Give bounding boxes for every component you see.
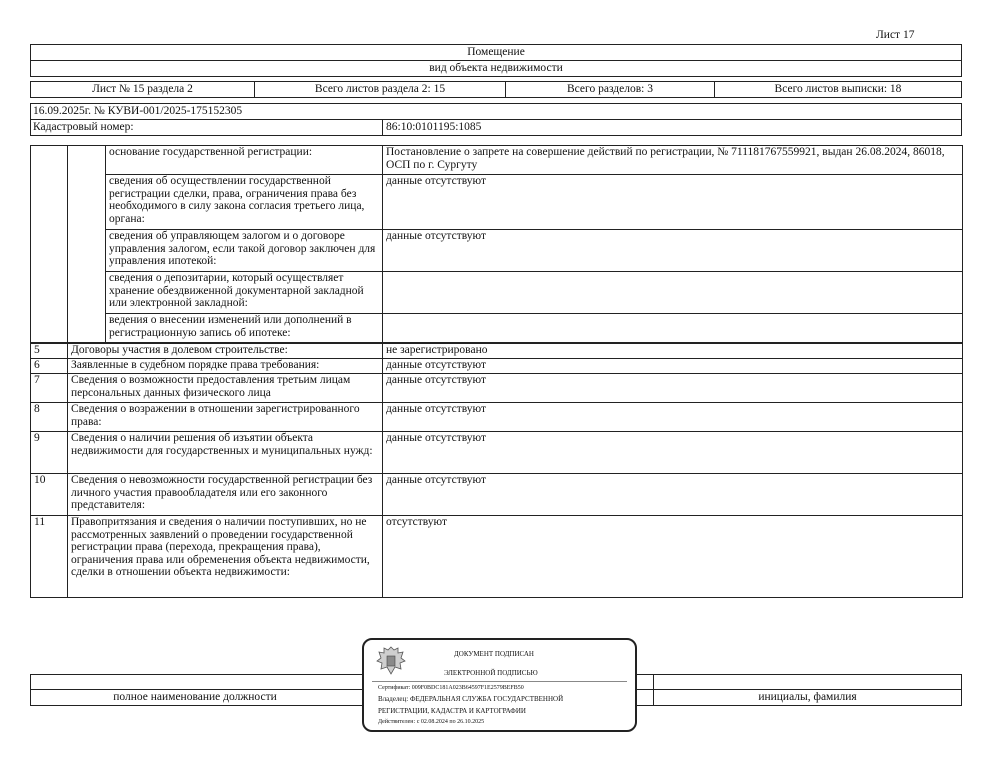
- subrow: [31, 175, 963, 230]
- total-sections: Всего разделов: 3: [567, 83, 653, 95]
- row-label: Заявленные в судебном порядке права требования:: [68, 359, 383, 374]
- subrow-label: сведения об управляющем залогом и о договоре управления залогом, если такой договор заключен для управления ипотекой:: [106, 230, 383, 272]
- row-number: 8: [31, 403, 68, 432]
- subrow-value: Постановление о запрете на совершение действий по регистрации, № 711181767559921, выдан 26.08.2024, 86018, ОСП по г. Сургуту: [383, 146, 963, 175]
- row-label: Сведения о наличии решения об изъятии объекта недвижимости для государственных и муниципальных нужд:: [68, 432, 383, 474]
- cadastral-number: 86:10:0101195:1085: [386, 121, 482, 133]
- row-value: данные отсутствуют: [383, 432, 963, 474]
- stamp-owner-line1: Владелец: ФЕДЕРАЛЬНАЯ СЛУЖБА ГОСУДАРСТВЕННОЙ: [378, 695, 564, 703]
- subrow-label: сведения о депозитарии, который осуществляет хранение обездвиженной документарной закладной или электронной закладной:: [106, 272, 383, 314]
- row-label: Сведения о возможности предоставления третьим лицам персональных данных физического лица: [68, 374, 383, 403]
- position-caption: полное наименование должности: [113, 691, 277, 703]
- sheet-of-section: Лист № 15 раздела 2: [92, 83, 193, 95]
- row-number: 6: [31, 359, 68, 374]
- row-number: 9: [31, 432, 68, 474]
- row-value: не зарегистрировано: [383, 344, 963, 359]
- object-type-box: [30, 44, 962, 61]
- doc-number-row: [30, 103, 962, 120]
- subrow-label: ведения о внесении изменений или дополнений в регистрационную запись об ипотеке:: [106, 314, 383, 343]
- subrow: [31, 146, 963, 175]
- stamp-line1: ДОКУМЕНТ ПОДПИСАН: [454, 650, 534, 658]
- cadastral-label: Кадастровый номер:: [33, 121, 134, 133]
- table-row: [31, 374, 963, 403]
- row-value: данные отсутствуют: [383, 474, 963, 516]
- row-value: данные отсутствуют: [383, 374, 963, 403]
- cadastral-row: [30, 119, 962, 136]
- signature-stamp: [362, 638, 637, 732]
- stamp-line2: ЭЛЕКТРОННОЙ ПОДПИСЬЮ: [444, 669, 538, 677]
- subrow-indent-cell: [68, 146, 106, 343]
- row-value: данные отсутствуют: [383, 403, 963, 432]
- doc-number: 16.09.2025г. № КУВИ-001/2025-175152305: [33, 105, 243, 117]
- subrow-num-cell: [31, 146, 68, 343]
- name-caption: инициалы, фамилия: [758, 691, 857, 703]
- row-label: Сведения о возражении в отношении зарегистрированного права:: [68, 403, 383, 432]
- row-number: 11: [31, 516, 68, 598]
- total-sheets-extract: Всего листов выписки: 18: [774, 83, 902, 95]
- subrows-table: [30, 145, 963, 343]
- stamp-valid: Действителен: с 02.08.2024 по 26.10.2025: [378, 719, 485, 725]
- subrow-value: [383, 314, 963, 343]
- table-row: [31, 432, 963, 474]
- table-row: [31, 403, 963, 432]
- total-sheets-section: Всего листов раздела 2: 15: [314, 83, 446, 95]
- table-row: [31, 359, 963, 374]
- row-number: 5: [31, 344, 68, 359]
- object-type: Помещение: [467, 46, 525, 58]
- row-number: 7: [31, 374, 68, 403]
- section-info-row: [30, 81, 962, 98]
- sheet-label: Лист 17: [876, 29, 915, 41]
- subrow-value: данные отсутствуют: [383, 230, 963, 272]
- coat-of-arms-emblem: [374, 644, 408, 678]
- row-value: данные отсутствуют: [383, 359, 963, 374]
- numbered-rows-table: [30, 343, 963, 598]
- subrow: [31, 272, 963, 314]
- table-row: [31, 474, 963, 516]
- subrow-value: данные отсутствуют: [383, 175, 963, 230]
- object-type-caption: вид объекта недвижимости: [429, 62, 563, 74]
- row-label: Сведения о невозможности государственной регистрации без личного участия правообладателя или его законного представителя:: [68, 474, 383, 516]
- subrow: [31, 230, 963, 272]
- stamp-certificate: Сертификат: 009F0BDC181A023B64597F1E2579BEFB50: [378, 685, 524, 691]
- row-number: 10: [31, 474, 68, 516]
- subrow: [31, 314, 963, 343]
- subrow-value: [383, 272, 963, 314]
- stamp-owner-line2: РЕГИСТРАЦИИ, КАДАСТРА И КАРТОГРАФИИ: [378, 707, 526, 715]
- row-label: Договоры участия в долевом строительстве:: [68, 344, 383, 359]
- object-type-caption-box: [30, 60, 962, 77]
- table-row: [31, 344, 963, 359]
- subrow-label: основание государственной регистрации:: [106, 146, 383, 175]
- table-row: [31, 516, 963, 598]
- row-value: отсутствуют: [383, 516, 963, 598]
- subrow-label: сведения об осуществлении государственной регистрации сделки, права, ограничения права без необходимого в силу закона согласия третьего лица, органа:: [106, 175, 383, 230]
- row-label: Правопритязания и сведения о наличии поступивших, но не рассмотренных заявлений о проведении государственной регистрации права (перехода, прекращения права), ограничения права или обременения объекта недвижимости, сделки в отношении объекта недвижимости:: [68, 516, 383, 598]
